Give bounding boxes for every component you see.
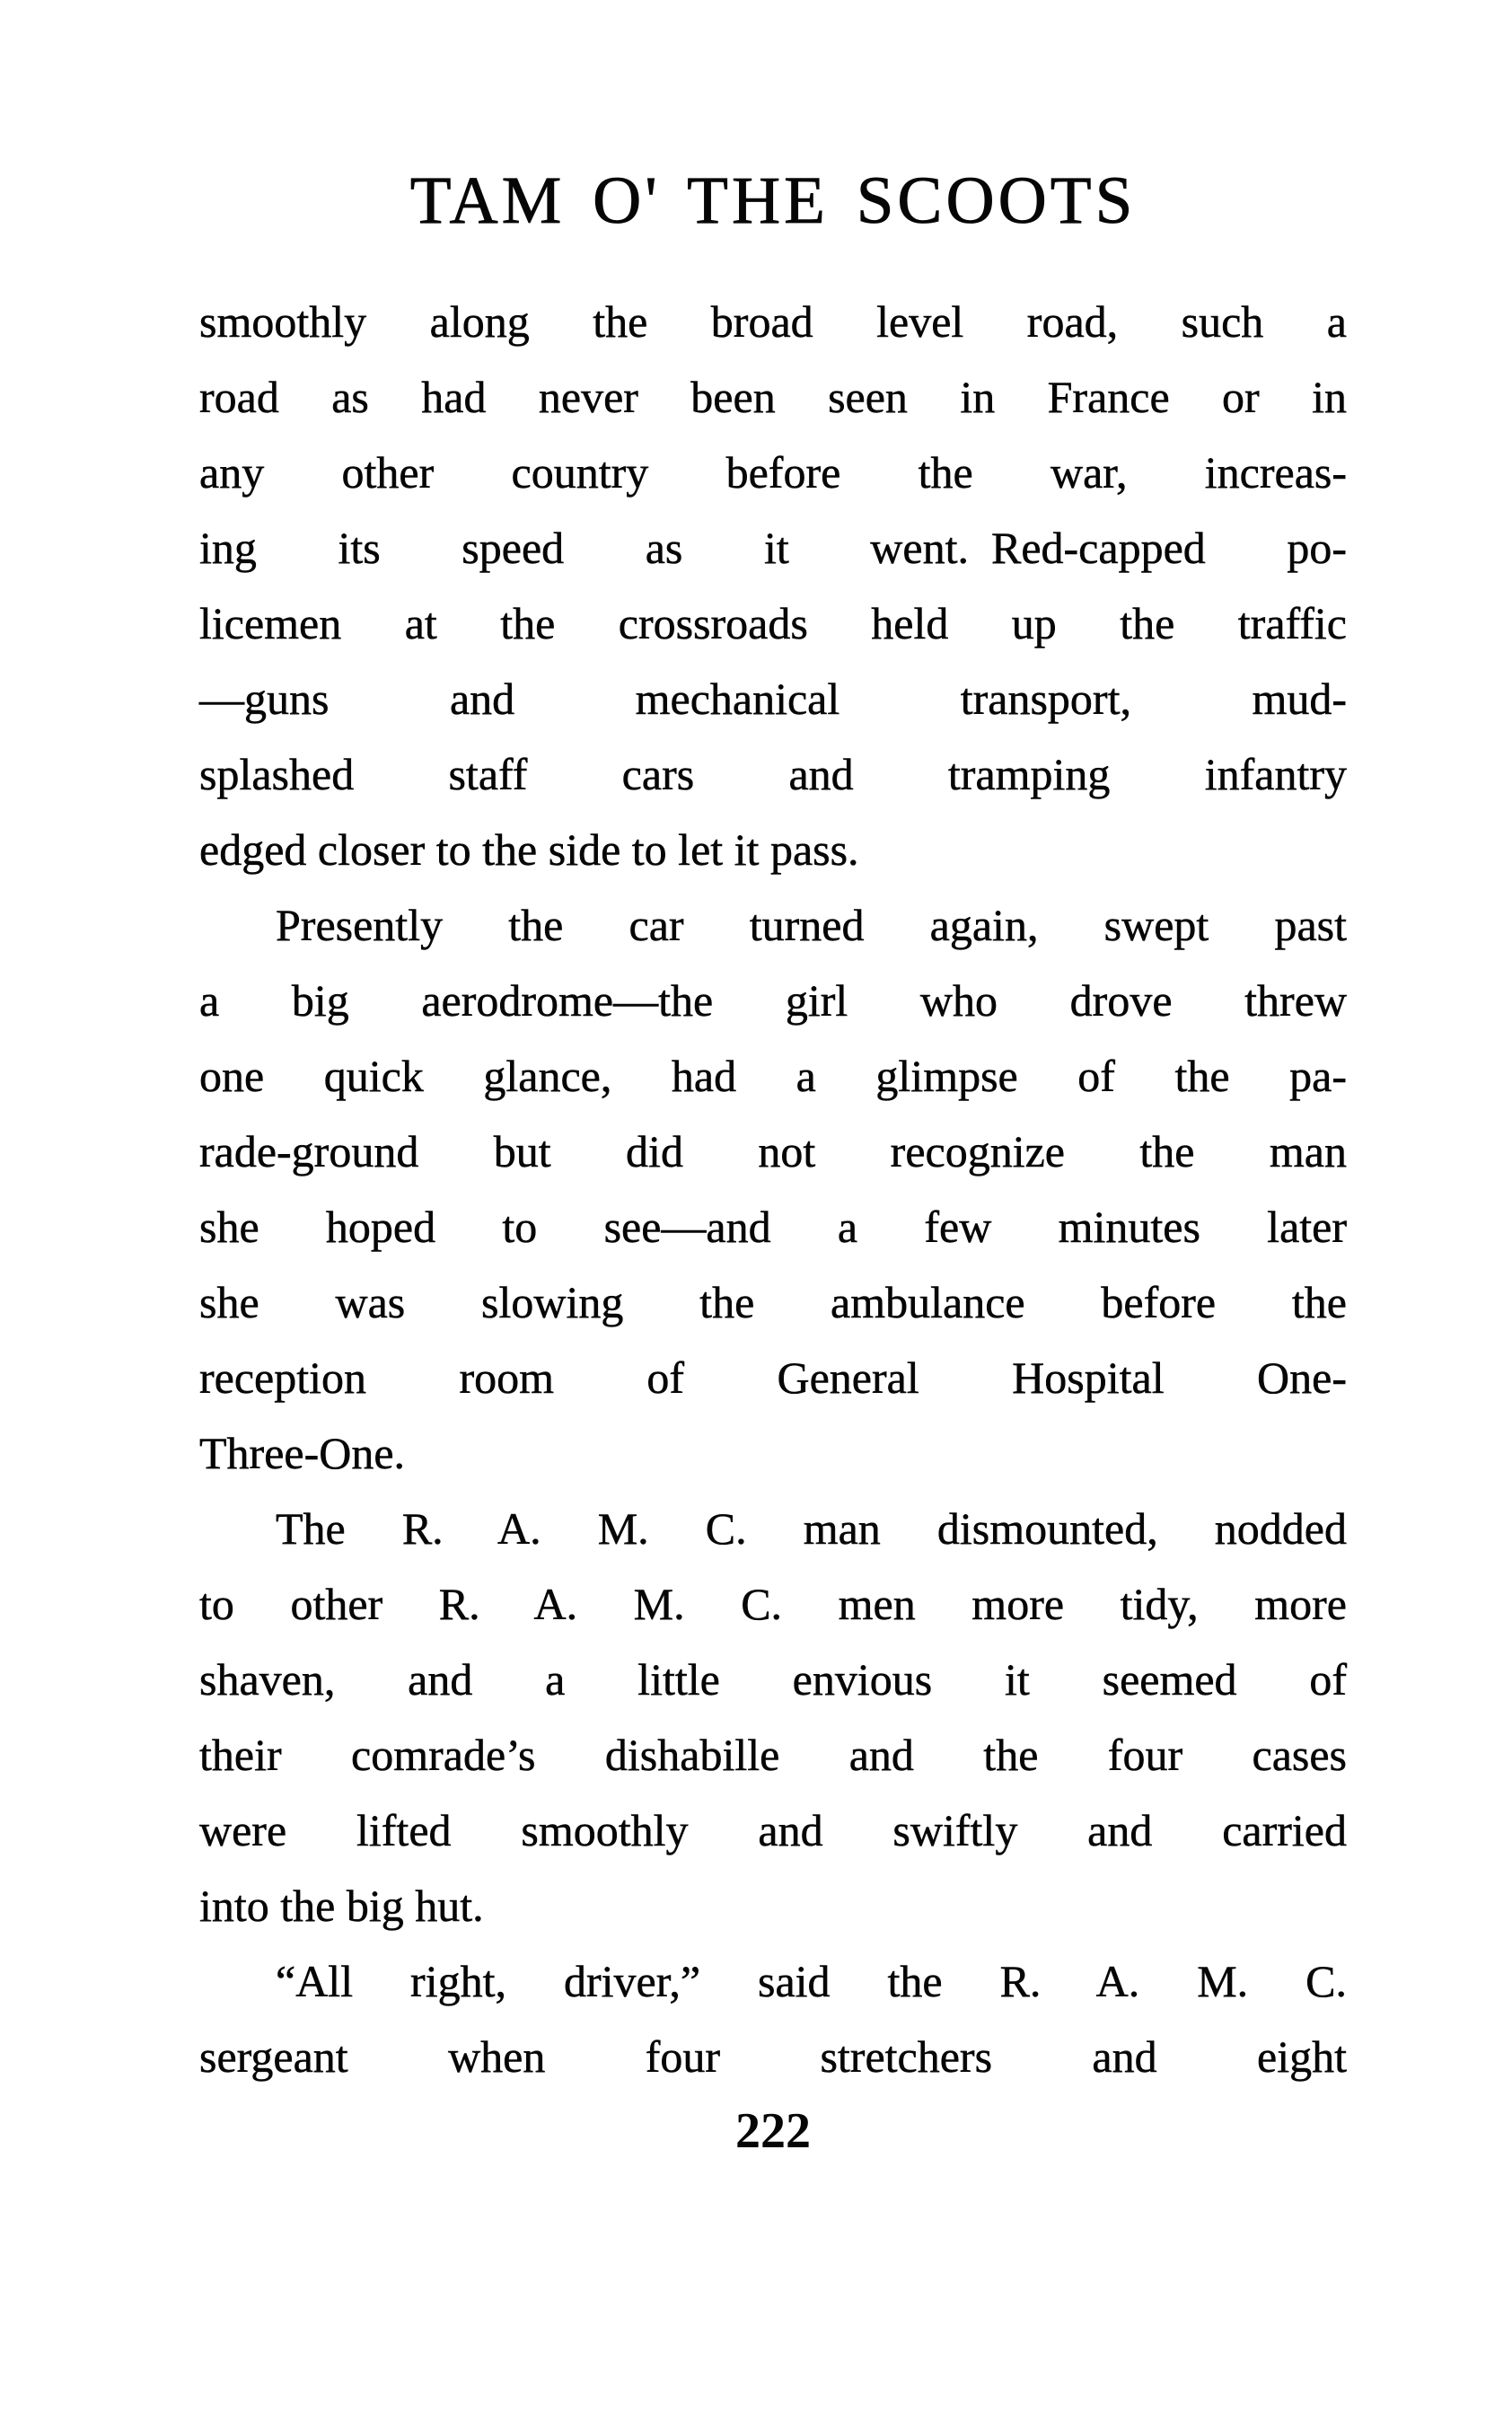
text-line: any other country before the war, increas-: [199, 447, 1347, 498]
text-line: shaven, and a little envious it seemed of: [199, 1654, 1347, 1705]
text-line: splashed staff cars and tramping infantry: [199, 749, 1347, 799]
text-line: she was slowing the ambulance before the: [199, 1277, 1347, 1327]
text-block: [199, 284, 1347, 2094]
text-line: one quick glance, had a glimpse of the pa-: [199, 1051, 1347, 1101]
page-number: 222: [735, 2103, 811, 2159]
text-line: The R. A. M. C. man dismounted, nodded: [276, 1503, 1347, 1554]
text-line: reception room of General Hospital One-: [199, 1352, 1347, 1403]
text-line: Presently the car turned again, swept past: [276, 900, 1347, 950]
text-line: ing its speed as it went. Red-capped po-: [199, 523, 1347, 573]
text-line: were lifted smoothly and swiftly and carried: [199, 1805, 1347, 1855]
running-title: TAM O' THE SCOOTS: [409, 163, 1137, 238]
text-line: into the big hut.: [199, 1881, 484, 1931]
text-line: licemen at the crossroads held up the traffic: [199, 598, 1347, 648]
text-line: to other R. A. M. C. men more tidy, more: [199, 1579, 1347, 1629]
text-line: rade-ground but did not recognize the man: [199, 1126, 1347, 1176]
text-line: she hoped to see—and a few minutes later: [199, 1202, 1347, 1252]
text-line: sergeant when four stretchers and eight: [199, 2031, 1347, 2082]
text-line: road as had never been seen in France or in: [199, 372, 1347, 422]
text-line: —guns and mechanical transport, mud-: [199, 674, 1347, 724]
text-line: Three-One.: [199, 1428, 406, 1478]
text-line: edged closer to the side to let it pass.: [199, 824, 859, 875]
text-line: a big aerodrome—the girl who drove threw: [199, 975, 1347, 1026]
text-line: smoothly along the broad level road, such a: [199, 296, 1347, 347]
text-line: “All right, driver,” said the R. A. M. C.: [276, 1956, 1347, 2006]
text-line: their comrade’s dishabille and the four cases: [199, 1730, 1347, 1780]
